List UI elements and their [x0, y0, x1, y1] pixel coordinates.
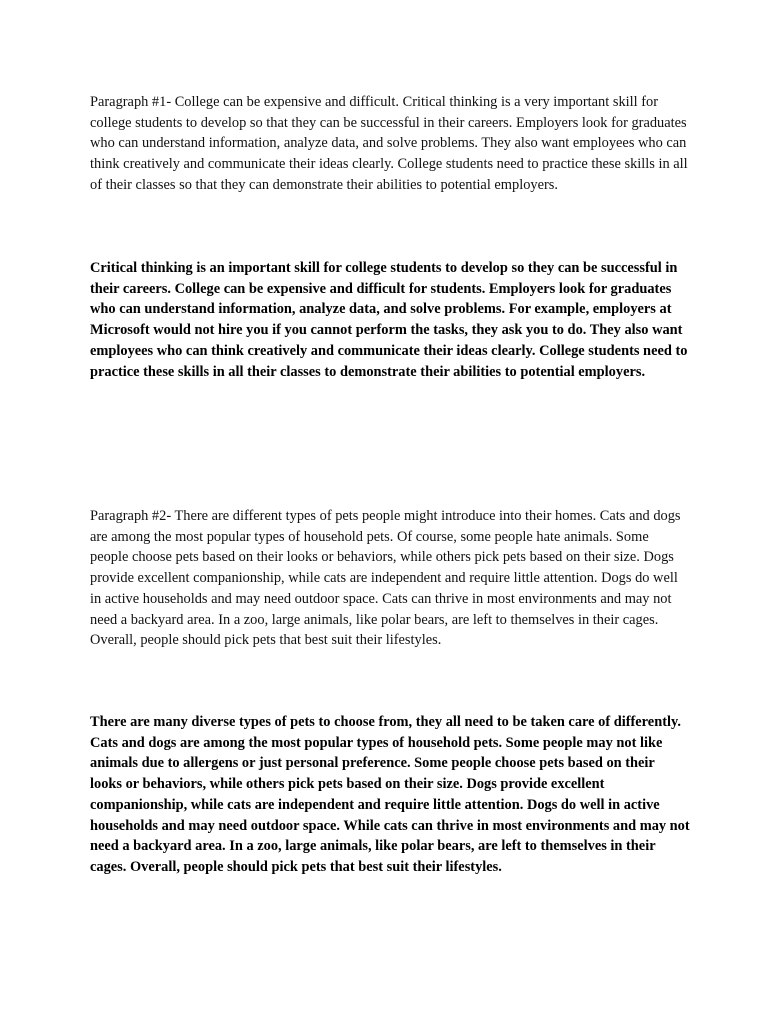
paragraph-1-revised: Critical thinking is an important skill for college students to develop so they can be successful in their careers. College can be expensive and difficult for students. Employers look for graduates who can understand information, analyze data, and solve problems. For example, employers at Microsoft would not hire you if you cannot perform the tasks, they ask you to do. They also want employees who can think creatively and communicate their ideas clearly. College students need to practice these skills in all their classes to demonstrate their abilities to potential employers. — [90, 260, 688, 380]
paragraph-1-original: Paragraph #1- College can be expensive and difficult. Critical thinking is a very important skill for college students to develop so that they can be successful in their careers. Employers look for graduates who can understand information, analyze data, and solve problems. They also want employees who can think creatively and communicate their ideas clearly. College students need to practice these skills in all of their classes so that they can demonstrate their abilities to potential employers. — [90, 94, 688, 193]
paragraph-2-original: Paragraph #2- There are different types of pets people might introduce into their homes. Cats and dogs are among the most popular types of household pets. Of course, some people hate animals. Some people choose pets based on their looks or behaviors, while others pick pets based on their size. Dogs provide excellent companionship, while cats are independent and require little attention. Dogs do well in active households and may need outdoor space. Cats can thrive in most environments and may not need a backyard area. In a zoo, large animals, like polar bears, are left to themselves in their cages. Overall, people should pick pets that best suit their lifestyles. — [90, 508, 681, 649]
paragraph-2-revised: There are many diverse types of pets to choose from, they all need to be taken care of differently. Cats and dogs are among the most popular types of household pets. Some people may not like animals due to allergens or just personal preference. Some people choose pets based on their looks or behaviors, while others pick pets based on their size. Dogs provide excellent companionship, while cats are independent and require little attention. Dogs do well in active households and may need outdoor space. While cats can thrive in most environments and may not need a backyard area. In a zoo, large animals, like polar bears, are left to themselves in their cages. Overall, people should pick pets that best suit their lifestyles. — [90, 714, 690, 875]
